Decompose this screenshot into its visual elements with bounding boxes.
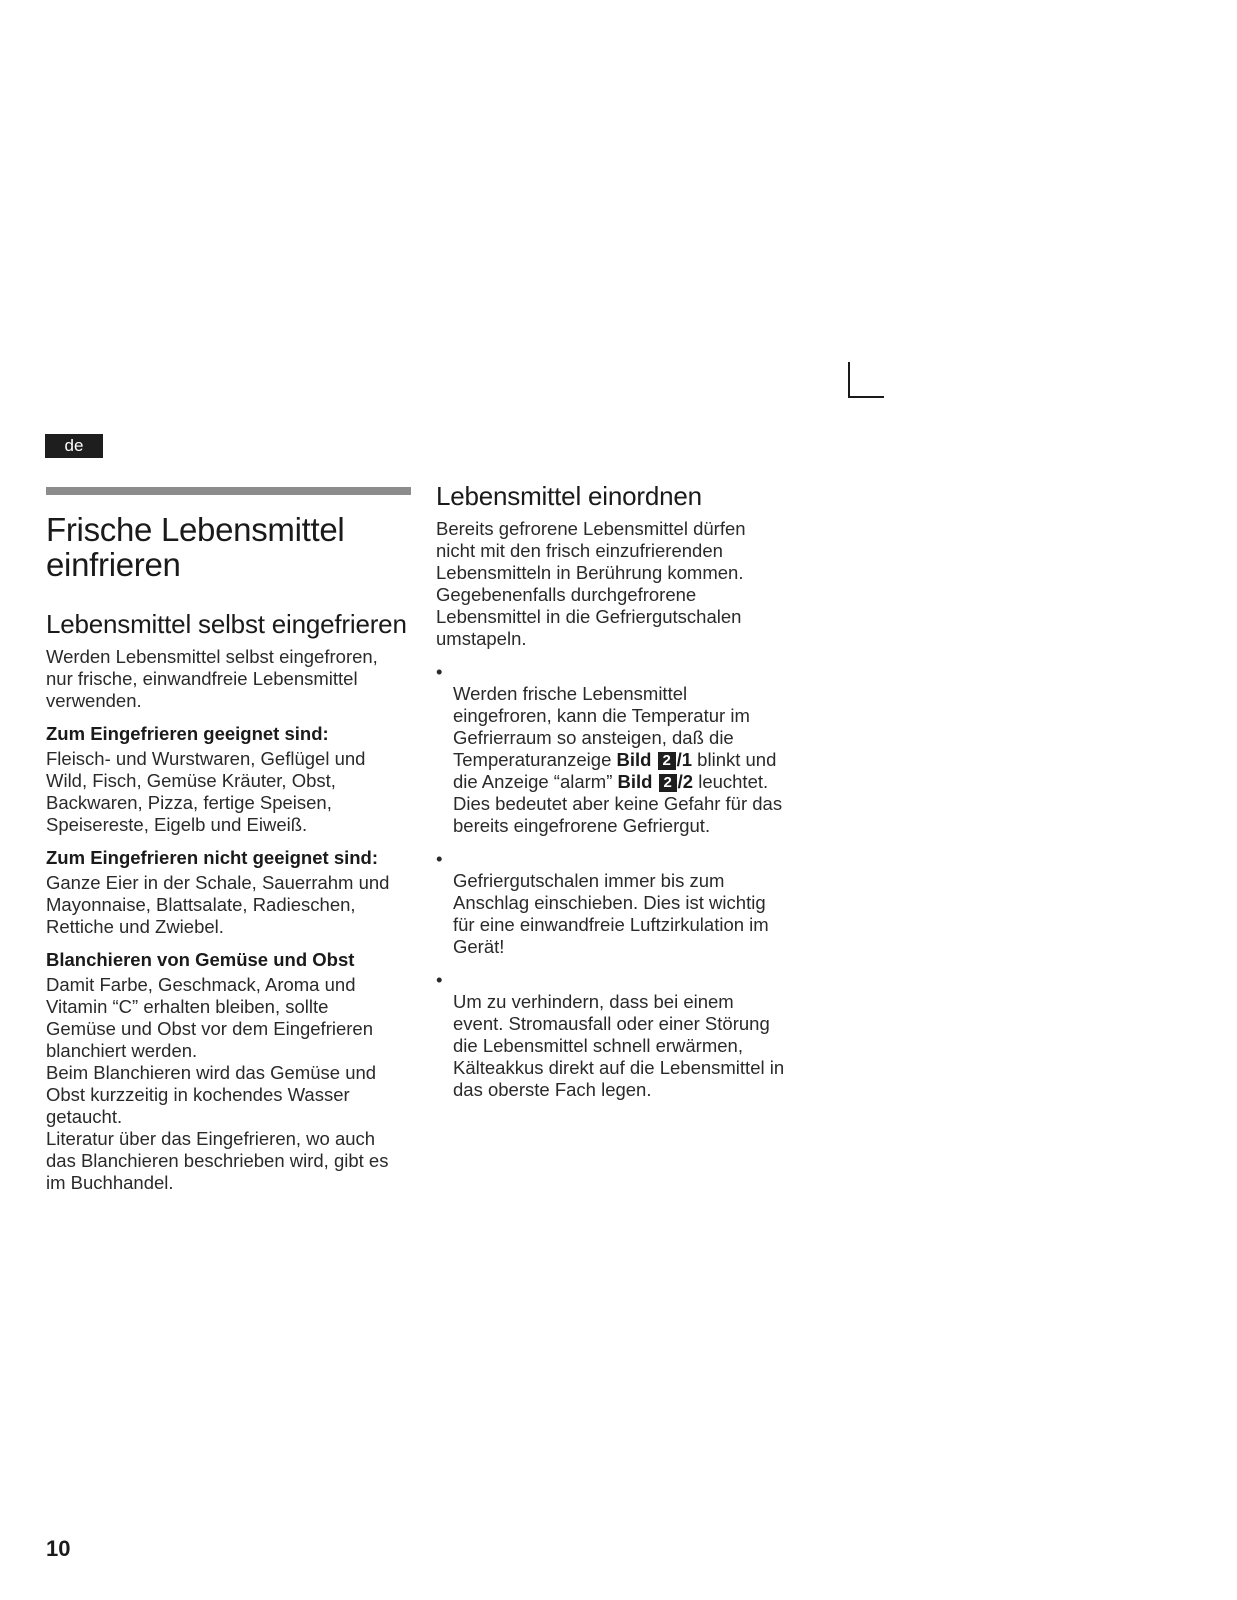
unsuitable-heading: Zum Eingefrieren nicht geeignet sind: — [46, 847, 379, 868]
bullet-text: Um zu verhindern, dass bei einem event. Stromausfall oder einer Störung die Lebensmittel schnell erwärmen, Kälteakkus direkt auf die Lebensmittel in das oberste Fach legen. — [453, 991, 785, 1100]
page-number: 10 — [46, 1536, 71, 1561]
bullet-text: leuchtet. Dies bedeutet aber keine Gefahr für das bereits eingefrorene Gefriergut. — [453, 771, 783, 836]
intro-paragraph: Werden Lebensmittel selbst eingefroren, nur frische, einwandfreie Lebensmittel verwenden. — [46, 646, 378, 711]
bullet-marker: • — [436, 969, 443, 990]
section-divider-bar — [46, 487, 411, 495]
language-tag: de — [45, 434, 103, 458]
figure-item-number: /1 — [676, 749, 693, 770]
blanching-text: Damit Farbe, Geschmack, Aroma und Vitamin “C” erhalten bleiben, sollte Gemüse und Obst vor dem Eingefrieren blanchiert werden. Beim Blanchieren wird das Gemüse und Obst kurzzeitig in kochendes Wasser getaucht. Literatur über das Eingefrieren, wo auch das Blanchieren beschrieben wird, gibt es im Buchhandel. — [46, 974, 389, 1193]
bullet-marker: • — [436, 848, 443, 869]
suitable-heading: Zum Eingefrieren geeignet sind: — [46, 723, 329, 744]
suitable-text: Fleisch- und Wurstwaren, Geflügel und Wild, Fisch, Gemüse Kräuter, Obst, Backwaren, Pizza, fertige Speisen, Speisereste, Eigelb und Eiweiß. — [46, 748, 366, 835]
figure-reference-label: Bild — [617, 771, 653, 792]
section-title: Frische Lebensmittel einfrieren — [46, 511, 345, 583]
figure-reference-label: Bild — [616, 749, 652, 770]
instruction-list — [436, 661, 816, 1101]
unsuitable-text: Ganze Eier in der Schale, Sauerrahm und Mayonnaise, Blattsalate, Radieschen, Rettiche und Zwiebel. — [46, 872, 390, 937]
arrange-intro: Bereits gefrorene Lebensmittel dürfen nicht mit den frisch einzufrierenden Lebensmitteln in Berührung kommen. Gegebenenfalls durchgefrorene Lebensmittel in die Gefriergutschalen umstapeln. — [436, 518, 746, 649]
list-item — [436, 661, 816, 837]
arrange-title: Lebensmittel einordnen — [436, 481, 702, 511]
bullet-text: Werden frische Lebensmittel eingefroren, kann die Temperatur im Gefrierraum so ansteigen, daß die Temperaturanzeige — [453, 683, 750, 770]
figure-item-number: /2 — [677, 771, 694, 792]
list-item — [436, 848, 816, 958]
left-column — [46, 487, 411, 1194]
right-column — [436, 482, 816, 1112]
crop-mark — [848, 362, 884, 398]
bullet-text: Gefriergutschalen immer bis zum Anschlag einschieben. Dies ist wichtig für eine einwandfreie Luftzirkulation im Gerät! — [453, 870, 769, 957]
bullet-marker: • — [436, 661, 443, 682]
figure-number-badge: 2 — [658, 752, 676, 770]
blanching-heading: Blanchieren von Gemüse und Obst — [46, 949, 355, 970]
bullet-text: blinkt und die Anzeige “alarm” — [453, 749, 777, 792]
subsection-title: Lebensmittel selbst eingefrieren — [46, 609, 407, 639]
list-item — [436, 969, 816, 1101]
figure-number-badge: 2 — [659, 774, 677, 792]
